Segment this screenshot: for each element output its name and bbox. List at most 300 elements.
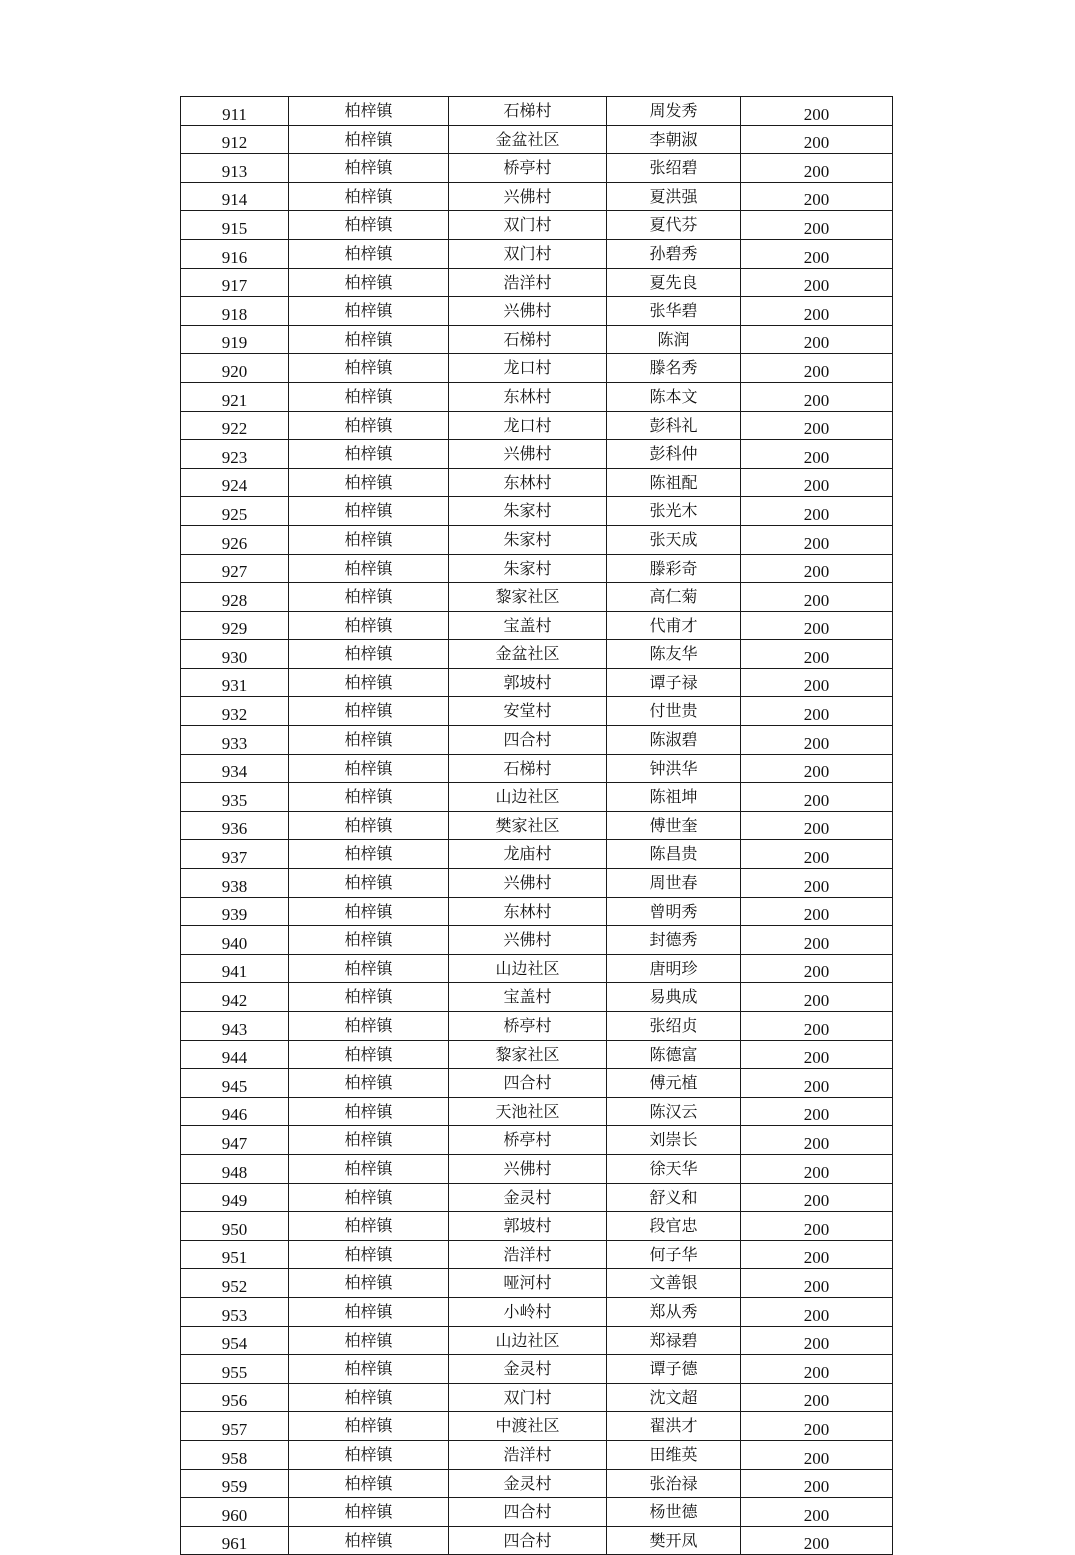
row-number-cell: 916	[181, 239, 289, 268]
table-row	[181, 440, 893, 469]
village-cell: 兴佛村	[449, 1154, 607, 1183]
table-row	[181, 211, 893, 240]
village-cell: 黎家社区	[449, 583, 607, 612]
person-name-cell: 付世贵	[607, 697, 741, 726]
table-row	[181, 640, 893, 669]
table-row	[181, 1412, 893, 1441]
row-number-cell: 924	[181, 468, 289, 497]
amount-cell: 200	[741, 411, 893, 440]
amount-cell: 200	[741, 125, 893, 154]
person-name-cell: 彭科礼	[607, 411, 741, 440]
table-row	[181, 525, 893, 554]
town-cell: 柏梓镇	[289, 1154, 449, 1183]
person-name-cell: 谭子禄	[607, 668, 741, 697]
town-cell: 柏梓镇	[289, 554, 449, 583]
table-row	[181, 297, 893, 326]
table-row	[181, 983, 893, 1012]
amount-cell: 200	[741, 1297, 893, 1326]
table-row	[181, 954, 893, 983]
village-cell: 郭坡村	[449, 1212, 607, 1241]
person-name-cell: 郑禄碧	[607, 1326, 741, 1355]
amount-cell: 200	[741, 1498, 893, 1527]
person-name-cell: 滕彩奇	[607, 554, 741, 583]
town-cell: 柏梓镇	[289, 697, 449, 726]
table-row	[181, 1154, 893, 1183]
person-name-cell: 夏洪强	[607, 182, 741, 211]
amount-cell: 200	[741, 583, 893, 612]
person-name-cell: 唐明珍	[607, 954, 741, 983]
row-number-cell: 952	[181, 1269, 289, 1298]
town-cell: 柏梓镇	[289, 497, 449, 526]
person-name-cell: 滕名秀	[607, 354, 741, 383]
amount-cell: 200	[741, 182, 893, 211]
row-number-cell: 957	[181, 1412, 289, 1441]
town-cell: 柏梓镇	[289, 611, 449, 640]
amount-cell: 200	[741, 154, 893, 183]
row-number-cell: 933	[181, 726, 289, 755]
amount-cell: 200	[741, 1212, 893, 1241]
row-number-cell: 948	[181, 1154, 289, 1183]
table-row	[181, 1440, 893, 1469]
table-row	[181, 611, 893, 640]
table-row	[181, 125, 893, 154]
person-name-cell: 谭子德	[607, 1355, 741, 1384]
row-number-cell: 953	[181, 1297, 289, 1326]
person-name-cell: 舒义和	[607, 1183, 741, 1212]
amount-cell: 200	[741, 783, 893, 812]
town-cell: 柏梓镇	[289, 1212, 449, 1241]
town-cell: 柏梓镇	[289, 1498, 449, 1527]
row-number-cell: 913	[181, 154, 289, 183]
row-number-cell: 961	[181, 1526, 289, 1555]
village-cell: 金灵村	[449, 1469, 607, 1498]
town-cell: 柏梓镇	[289, 1097, 449, 1126]
row-number-cell: 940	[181, 926, 289, 955]
town-cell: 柏梓镇	[289, 382, 449, 411]
town-cell: 柏梓镇	[289, 125, 449, 154]
amount-cell: 200	[741, 611, 893, 640]
village-cell: 龙庙村	[449, 840, 607, 869]
row-number-cell: 927	[181, 554, 289, 583]
town-cell: 柏梓镇	[289, 811, 449, 840]
row-number-cell: 934	[181, 754, 289, 783]
village-cell: 龙口村	[449, 411, 607, 440]
table-row	[181, 897, 893, 926]
person-name-cell: 沈文超	[607, 1383, 741, 1412]
person-name-cell: 陈本文	[607, 382, 741, 411]
amount-cell: 200	[741, 1240, 893, 1269]
person-name-cell: 樊开凤	[607, 1526, 741, 1555]
town-cell: 柏梓镇	[289, 926, 449, 955]
amount-cell: 200	[741, 840, 893, 869]
person-name-cell: 张绍碧	[607, 154, 741, 183]
person-name-cell: 陈润	[607, 325, 741, 354]
table-row	[181, 926, 893, 955]
village-cell: 东林村	[449, 468, 607, 497]
amount-cell: 200	[741, 382, 893, 411]
table-row	[181, 668, 893, 697]
row-number-cell: 918	[181, 297, 289, 326]
amount-cell: 200	[741, 468, 893, 497]
row-number-cell: 935	[181, 783, 289, 812]
town-cell: 柏梓镇	[289, 97, 449, 126]
person-name-cell: 夏先良	[607, 268, 741, 297]
table-row	[181, 1355, 893, 1384]
row-number-cell: 932	[181, 697, 289, 726]
person-name-cell: 孙碧秀	[607, 239, 741, 268]
amount-cell: 200	[741, 497, 893, 526]
person-name-cell: 陈友华	[607, 640, 741, 669]
town-cell: 柏梓镇	[289, 325, 449, 354]
row-number-cell: 926	[181, 525, 289, 554]
amount-cell: 200	[741, 1326, 893, 1355]
town-cell: 柏梓镇	[289, 297, 449, 326]
amount-cell: 200	[741, 754, 893, 783]
row-number-cell: 951	[181, 1240, 289, 1269]
amount-cell: 200	[741, 1183, 893, 1212]
amount-cell: 200	[741, 1269, 893, 1298]
town-cell: 柏梓镇	[289, 1126, 449, 1155]
table-row	[181, 1012, 893, 1041]
row-number-cell: 954	[181, 1326, 289, 1355]
town-cell: 柏梓镇	[289, 1440, 449, 1469]
person-name-cell: 封德秀	[607, 926, 741, 955]
town-cell: 柏梓镇	[289, 1412, 449, 1441]
town-cell: 柏梓镇	[289, 182, 449, 211]
village-cell: 东林村	[449, 897, 607, 926]
person-name-cell: 傅世奎	[607, 811, 741, 840]
amount-cell: 200	[741, 1097, 893, 1126]
table-row	[181, 239, 893, 268]
table-row	[181, 726, 893, 755]
town-cell: 柏梓镇	[289, 1183, 449, 1212]
amount-cell: 200	[741, 869, 893, 898]
amount-cell: 200	[741, 1069, 893, 1098]
person-name-cell: 高仁菊	[607, 583, 741, 612]
amount-cell: 200	[741, 268, 893, 297]
town-cell: 柏梓镇	[289, 583, 449, 612]
town-cell: 柏梓镇	[289, 983, 449, 1012]
table-row	[181, 468, 893, 497]
table-row	[181, 1069, 893, 1098]
town-cell: 柏梓镇	[289, 754, 449, 783]
row-number-cell: 960	[181, 1498, 289, 1527]
amount-cell: 200	[741, 897, 893, 926]
row-number-cell: 947	[181, 1126, 289, 1155]
table-row	[181, 1526, 893, 1555]
town-cell: 柏梓镇	[289, 1269, 449, 1298]
row-number-cell: 944	[181, 1040, 289, 1069]
person-name-cell: 郑从秀	[607, 1297, 741, 1326]
town-cell: 柏梓镇	[289, 954, 449, 983]
row-number-cell: 917	[181, 268, 289, 297]
row-number-cell: 936	[181, 811, 289, 840]
amount-cell: 200	[741, 1383, 893, 1412]
amount-cell: 200	[741, 1469, 893, 1498]
village-cell: 双门村	[449, 1383, 607, 1412]
town-cell: 柏梓镇	[289, 1012, 449, 1041]
village-cell: 浩洋村	[449, 1240, 607, 1269]
row-number-cell: 955	[181, 1355, 289, 1384]
table-row	[181, 97, 893, 126]
person-name-cell: 陈昌贵	[607, 840, 741, 869]
village-cell: 黎家社区	[449, 1040, 607, 1069]
person-name-cell: 陈祖坤	[607, 783, 741, 812]
table-row	[181, 840, 893, 869]
amount-cell: 200	[741, 440, 893, 469]
person-name-cell: 刘崇长	[607, 1126, 741, 1155]
table-row	[181, 497, 893, 526]
row-number-cell: 938	[181, 869, 289, 898]
village-cell: 石梯村	[449, 325, 607, 354]
table-row	[181, 1097, 893, 1126]
row-number-cell: 919	[181, 325, 289, 354]
table-row	[181, 783, 893, 812]
village-cell: 天池社区	[449, 1097, 607, 1126]
amount-cell: 200	[741, 1440, 893, 1469]
town-cell: 柏梓镇	[289, 1383, 449, 1412]
town-cell: 柏梓镇	[289, 1326, 449, 1355]
amount-cell: 200	[741, 954, 893, 983]
person-name-cell: 杨世德	[607, 1498, 741, 1527]
row-number-cell: 950	[181, 1212, 289, 1241]
amount-cell: 200	[741, 983, 893, 1012]
table-row	[181, 583, 893, 612]
row-number-cell: 956	[181, 1383, 289, 1412]
village-cell: 桥亭村	[449, 1012, 607, 1041]
town-cell: 柏梓镇	[289, 354, 449, 383]
person-name-cell: 张治禄	[607, 1469, 741, 1498]
row-number-cell: 921	[181, 382, 289, 411]
amount-cell: 200	[741, 1526, 893, 1555]
amount-cell: 200	[741, 97, 893, 126]
person-name-cell: 翟洪才	[607, 1412, 741, 1441]
person-name-cell: 周发秀	[607, 97, 741, 126]
village-cell: 石梯村	[449, 754, 607, 783]
amount-cell: 200	[741, 726, 893, 755]
table-row	[181, 1469, 893, 1498]
person-name-cell: 陈淑碧	[607, 726, 741, 755]
village-cell: 朱家村	[449, 497, 607, 526]
person-name-cell: 何子华	[607, 1240, 741, 1269]
recipient-table	[180, 96, 893, 1555]
table-row	[181, 554, 893, 583]
town-cell: 柏梓镇	[289, 411, 449, 440]
town-cell: 柏梓镇	[289, 1355, 449, 1384]
row-number-cell: 949	[181, 1183, 289, 1212]
table-row	[181, 411, 893, 440]
row-number-cell: 943	[181, 1012, 289, 1041]
row-number-cell: 912	[181, 125, 289, 154]
row-number-cell: 911	[181, 97, 289, 126]
amount-cell: 200	[741, 1012, 893, 1041]
row-number-cell: 915	[181, 211, 289, 240]
row-number-cell: 941	[181, 954, 289, 983]
recipient-table-body	[181, 97, 893, 1555]
town-cell: 柏梓镇	[289, 268, 449, 297]
town-cell: 柏梓镇	[289, 1297, 449, 1326]
village-cell: 浩洋村	[449, 1440, 607, 1469]
table-row	[181, 1383, 893, 1412]
village-cell: 山边社区	[449, 1326, 607, 1355]
table-row	[181, 325, 893, 354]
person-name-cell: 段官忠	[607, 1212, 741, 1241]
table-row	[181, 869, 893, 898]
town-cell: 柏梓镇	[289, 154, 449, 183]
town-cell: 柏梓镇	[289, 1240, 449, 1269]
amount-cell: 200	[741, 1355, 893, 1384]
row-number-cell: 942	[181, 983, 289, 1012]
person-name-cell: 代甫才	[607, 611, 741, 640]
village-cell: 金盆社区	[449, 125, 607, 154]
village-cell: 金灵村	[449, 1183, 607, 1212]
person-name-cell: 夏代芬	[607, 211, 741, 240]
town-cell: 柏梓镇	[289, 783, 449, 812]
person-name-cell: 张华碧	[607, 297, 741, 326]
row-number-cell: 945	[181, 1069, 289, 1098]
village-cell: 金盆社区	[449, 640, 607, 669]
person-name-cell: 易典成	[607, 983, 741, 1012]
table-row	[181, 697, 893, 726]
village-cell: 金灵村	[449, 1355, 607, 1384]
person-name-cell: 张绍贞	[607, 1012, 741, 1041]
village-cell: 四合村	[449, 1069, 607, 1098]
town-cell: 柏梓镇	[289, 1069, 449, 1098]
village-cell: 山边社区	[449, 783, 607, 812]
amount-cell: 200	[741, 554, 893, 583]
amount-cell: 200	[741, 525, 893, 554]
village-cell: 朱家村	[449, 525, 607, 554]
village-cell: 中渡社区	[449, 1412, 607, 1441]
amount-cell: 200	[741, 1412, 893, 1441]
village-cell: 四合村	[449, 1526, 607, 1555]
town-cell: 柏梓镇	[289, 869, 449, 898]
person-name-cell: 陈祖配	[607, 468, 741, 497]
village-cell: 桥亭村	[449, 154, 607, 183]
person-name-cell: 文善银	[607, 1269, 741, 1298]
table-row	[181, 1240, 893, 1269]
person-name-cell: 彭科仲	[607, 440, 741, 469]
town-cell: 柏梓镇	[289, 897, 449, 926]
town-cell: 柏梓镇	[289, 211, 449, 240]
village-cell: 宝盖村	[449, 983, 607, 1012]
village-cell: 宝盖村	[449, 611, 607, 640]
village-cell: 山边社区	[449, 954, 607, 983]
amount-cell: 200	[741, 325, 893, 354]
village-cell: 哑河村	[449, 1269, 607, 1298]
village-cell: 石梯村	[449, 97, 607, 126]
row-number-cell: 958	[181, 1440, 289, 1469]
village-cell: 安堂村	[449, 697, 607, 726]
table-row	[181, 268, 893, 297]
row-number-cell: 922	[181, 411, 289, 440]
person-name-cell: 陈汉云	[607, 1097, 741, 1126]
village-cell: 朱家村	[449, 554, 607, 583]
amount-cell: 200	[741, 1126, 893, 1155]
village-cell: 双门村	[449, 211, 607, 240]
amount-cell: 200	[741, 354, 893, 383]
village-cell: 四合村	[449, 726, 607, 755]
town-cell: 柏梓镇	[289, 239, 449, 268]
amount-cell: 200	[741, 1154, 893, 1183]
amount-cell: 200	[741, 211, 893, 240]
amount-cell: 200	[741, 697, 893, 726]
table-row	[181, 1183, 893, 1212]
amount-cell: 200	[741, 239, 893, 268]
amount-cell: 200	[741, 297, 893, 326]
person-name-cell: 曾明秀	[607, 897, 741, 926]
person-name-cell: 田维英	[607, 1440, 741, 1469]
person-name-cell: 张光木	[607, 497, 741, 526]
village-cell: 四合村	[449, 1498, 607, 1527]
person-name-cell: 陈德富	[607, 1040, 741, 1069]
row-number-cell: 914	[181, 182, 289, 211]
table-row	[181, 1297, 893, 1326]
village-cell: 双门村	[449, 239, 607, 268]
table-row	[181, 811, 893, 840]
amount-cell: 200	[741, 811, 893, 840]
row-number-cell: 937	[181, 840, 289, 869]
town-cell: 柏梓镇	[289, 840, 449, 869]
village-cell: 东林村	[449, 382, 607, 411]
table-row	[181, 1126, 893, 1155]
person-name-cell: 李朝淑	[607, 125, 741, 154]
row-number-cell: 928	[181, 583, 289, 612]
person-name-cell: 傅元植	[607, 1069, 741, 1098]
village-cell: 樊家社区	[449, 811, 607, 840]
row-number-cell: 925	[181, 497, 289, 526]
table-row	[181, 1326, 893, 1355]
table-row	[181, 354, 893, 383]
row-number-cell: 931	[181, 668, 289, 697]
row-number-cell: 930	[181, 640, 289, 669]
person-name-cell: 周世春	[607, 869, 741, 898]
row-number-cell: 939	[181, 897, 289, 926]
person-name-cell: 钟洪华	[607, 754, 741, 783]
row-number-cell: 959	[181, 1469, 289, 1498]
amount-cell: 200	[741, 1040, 893, 1069]
village-cell: 龙口村	[449, 354, 607, 383]
person-name-cell: 张天成	[607, 525, 741, 554]
row-number-cell: 920	[181, 354, 289, 383]
village-cell: 兴佛村	[449, 869, 607, 898]
town-cell: 柏梓镇	[289, 1469, 449, 1498]
town-cell: 柏梓镇	[289, 1526, 449, 1555]
town-cell: 柏梓镇	[289, 468, 449, 497]
table-row	[181, 182, 893, 211]
table-row	[181, 154, 893, 183]
amount-cell: 200	[741, 668, 893, 697]
table-row	[181, 1498, 893, 1527]
town-cell: 柏梓镇	[289, 440, 449, 469]
row-number-cell: 946	[181, 1097, 289, 1126]
town-cell: 柏梓镇	[289, 1040, 449, 1069]
village-cell: 浩洋村	[449, 268, 607, 297]
amount-cell: 200	[741, 640, 893, 669]
village-cell: 兴佛村	[449, 182, 607, 211]
village-cell: 兴佛村	[449, 926, 607, 955]
amount-cell: 200	[741, 926, 893, 955]
town-cell: 柏梓镇	[289, 525, 449, 554]
table-row	[181, 754, 893, 783]
village-cell: 郭坡村	[449, 668, 607, 697]
table-row	[181, 1040, 893, 1069]
table-row	[181, 382, 893, 411]
town-cell: 柏梓镇	[289, 640, 449, 669]
village-cell: 桥亭村	[449, 1126, 607, 1155]
village-cell: 小岭村	[449, 1297, 607, 1326]
table-row	[181, 1212, 893, 1241]
